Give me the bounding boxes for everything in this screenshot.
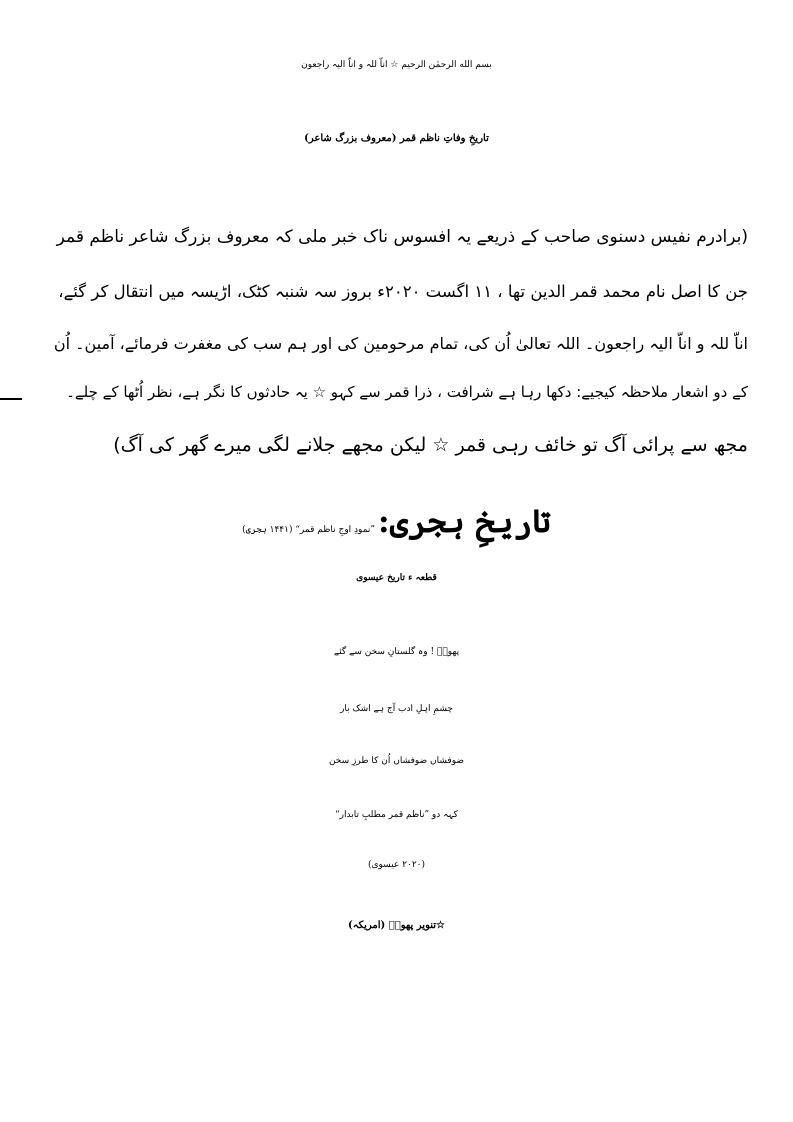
verse-line-2: چشمِ اہلِ ادب آج ہے اشک بار — [340, 704, 453, 714]
margin-dash-mark — [0, 398, 22, 400]
paragraph-line-3: اناّ للہ و اناّ الیہ راجعون۔ اللہ تعالیٰ اُن کی، تمام مرحومین کی اور ہم سب کی مغفرت فرمائے، آمین۔ اُن — [53, 334, 748, 353]
paragraph-line-1: (برادرم نفیس دسنوی صاحب کے ذریعے یہ افسوس ناک خبر ملی کہ معروف بزرگ شاعر ناظم قمر — [56, 227, 748, 247]
hijri-label: تاریخِ ہجری: — [377, 502, 551, 540]
qita-heading: قطعہ ء تاریخ عیسوی — [356, 573, 437, 583]
paragraph-line-4: کے دو اشعار ملاحظہ کیجیے: دکھا رہا ہے شرافت ، ذرا قمر سے کہو ☆ یہ حادثوں کا نگر ہے، نظر اُٹھا کے چلے۔ — [66, 383, 748, 401]
isvi-year: (۲۰۲۰ عیسوی) — [367, 860, 426, 870]
verse-line-3: ضوفشاں ضوفشاں اُن کا طرزِ سخن — [328, 756, 465, 766]
verse-line-4: کہہ دو ”ناظم قمر مطلبِ تابدار“ — [335, 810, 458, 820]
page-title: تاریخِ وفاتِ ناظم قمر (معروف بزرگ شاعر) — [304, 133, 489, 144]
paragraph-line-5: مجھ سے پرائی آگ تو خائف رہی قمر ☆ لیکن مجھے جلانے لگی میرے گھر کی آگ) — [113, 434, 748, 456]
paragraph-line-2: جن کا اصل نام محمد قمر الدین تھا ، ۱۱ اگست ۲۰۲۰ء بروز سہ شنبہ کٹک، اڑیسہ میں انتقال کر گئے، — [58, 282, 748, 301]
hijri-date-line — [0, 502, 793, 540]
hijri-value: ”نمودِ اوجِ ناظم قمر“ (۱۴۴۱ ہجری) — [242, 525, 376, 535]
verse-line-1: پھولؔ ! وہ گلستانِ سخن سے گئے — [333, 647, 460, 657]
author-signature: ☆تنویر پھولؔ (امریکہ) — [347, 920, 446, 931]
bismillah-heading: بسم الله الرحمٰن الرحیم ☆ اناّ للہ و اناّ الیہ راجعون — [301, 60, 492, 70]
